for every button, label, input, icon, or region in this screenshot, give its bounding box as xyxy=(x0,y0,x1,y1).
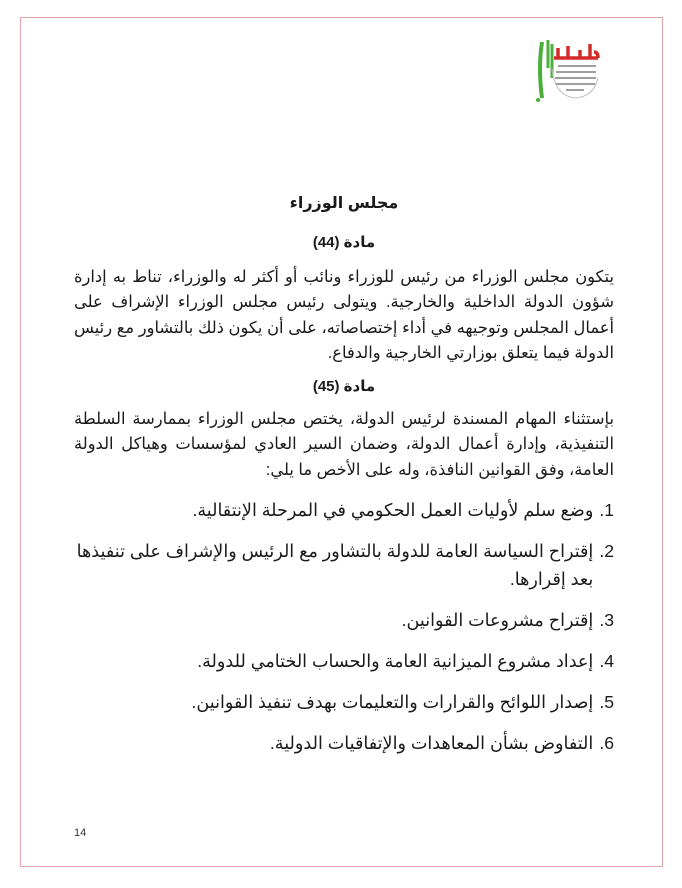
list-item-text: إعداد مشروع الميزانية العامة والحساب الختامي للدولة. xyxy=(197,651,594,672)
list-item-number: 5. xyxy=(599,692,614,713)
page-number: 14 xyxy=(74,827,87,839)
logo-subtitle-lines xyxy=(555,66,596,90)
list-item-text: إقتراح السياسة العامة للدولة بالتشاور مع الرئيس والإشراف على تنفيذها بعد إقرارها. xyxy=(76,541,594,590)
article-45-paragraph: بإستثناء المهام المسندة لرئيس الدولة، يختص مجلس الوزراء بممارسة السلطة التنفيذية، وإدارة أعمال الدولة، وضمان السير العادي لمؤسسات وهياكل الدولة العامة، وفق القوانين النافذة، وله على الأخص ما يلي: xyxy=(74,410,614,479)
list-item-text: التفاوض بشأن المعاهدات والإتفاقيات الدولية. xyxy=(269,733,594,754)
logo-red-letters xyxy=(554,44,598,58)
page-title: مجلس الوزراء xyxy=(289,195,399,212)
list-item xyxy=(74,496,614,524)
list-item-number: 3. xyxy=(599,610,614,631)
article-44-heading: مادة (44) xyxy=(312,234,376,251)
logo-green-dot xyxy=(536,98,540,102)
document-body xyxy=(74,190,614,770)
list-item xyxy=(74,647,614,675)
list-item xyxy=(74,606,614,634)
list-item xyxy=(74,688,614,716)
article-45-list xyxy=(74,496,614,757)
logo xyxy=(528,38,602,106)
list-item-number: 1. xyxy=(599,500,614,521)
logo-graphic xyxy=(528,38,602,106)
list-item-number: 2. xyxy=(599,541,614,562)
article-44-paragraph: يتكون مجلس الوزراء من رئيس للوزراء ونائب أو أكثر له والوزراء، تناط به إدارة شؤون الدولة الداخلية والخارجية. ويتولى رئيس مجلس الوزراء الإشراف على أعمال المجلس وتوجيهه في أداء إختصاصاته، على أن يكون ذلك بالتشاور مع رئيس الدولة فيما يتعلق بوزارتي الخارجية والدفاع. xyxy=(74,268,614,362)
list-item xyxy=(74,537,614,593)
list-item-number: 4. xyxy=(599,651,614,672)
logo-green-stroke xyxy=(540,42,542,98)
list-item-text: إصدار اللوائح والقرارات والتعليمات بهدف تنفيذ القوانين. xyxy=(191,692,594,713)
logo-green-letters xyxy=(548,40,552,78)
list-item-number: 6. xyxy=(599,733,614,754)
list-item-text: إقتراح مشروعات القوانين. xyxy=(401,610,594,631)
list-item xyxy=(74,729,614,757)
list-item-text: وضع سلم لأوليات العمل الحكومي في المرحلة الإنتقالية. xyxy=(192,500,594,521)
article-45-heading: مادة (45) xyxy=(312,378,376,396)
